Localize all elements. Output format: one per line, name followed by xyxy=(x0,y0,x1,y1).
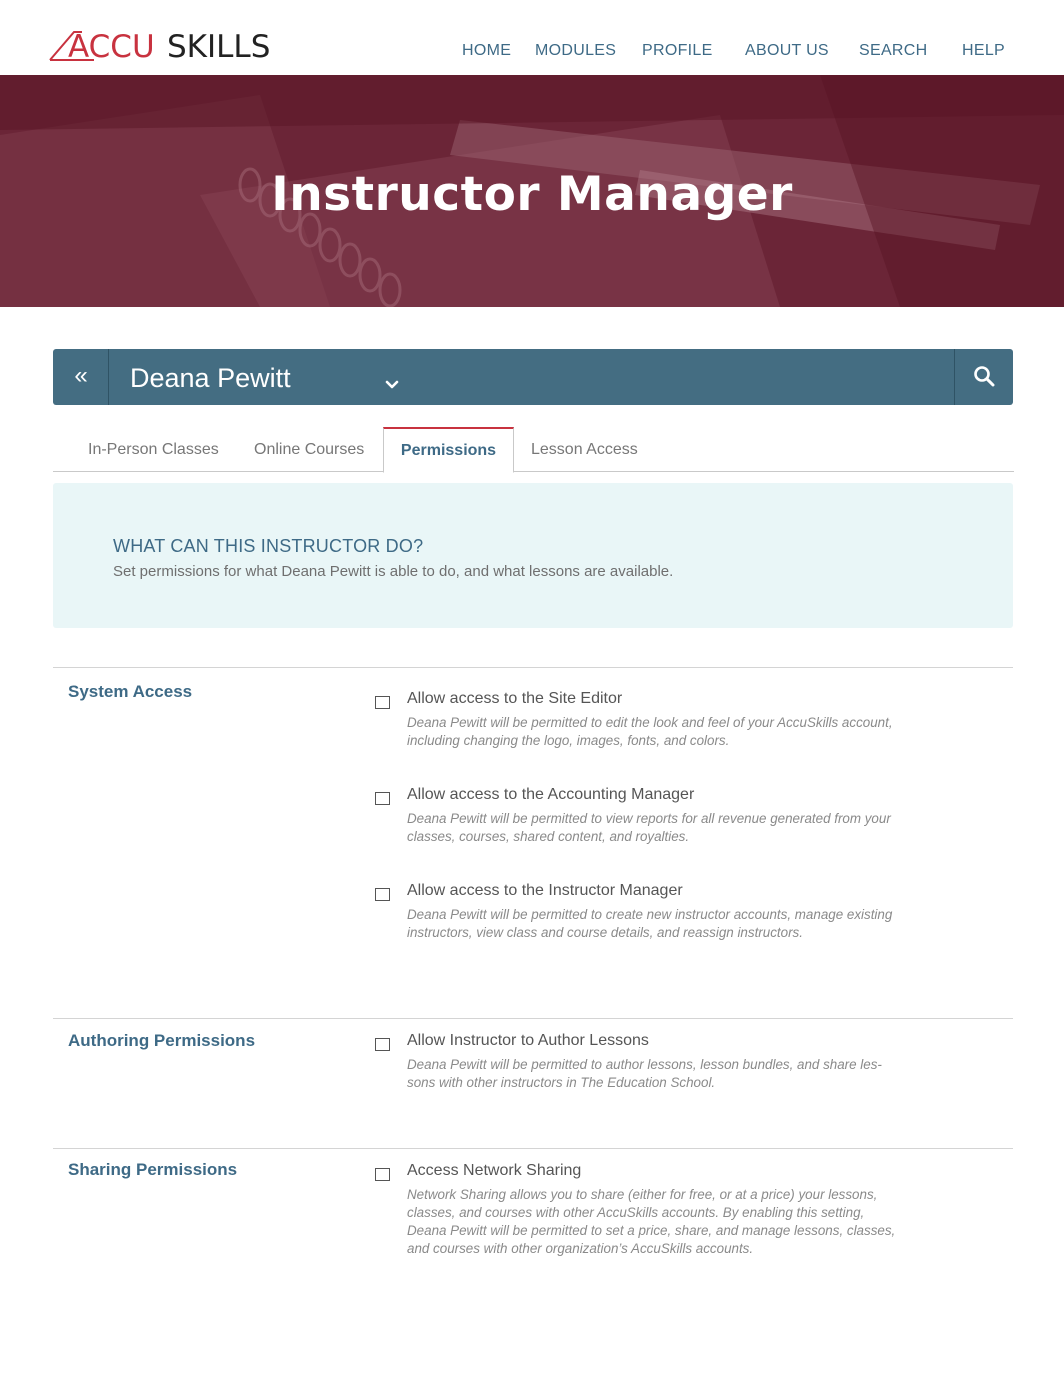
permission-description-line: and courses with other organization’s AccuSkills accounts. xyxy=(407,1241,754,1256)
permission-label: Allow Instructor to Author Lessons xyxy=(407,1032,649,1049)
permission-label: Allow access to the Instructor Manager xyxy=(407,882,683,899)
permission-label: Allow access to the Site Editor xyxy=(407,690,623,707)
back-button[interactable] xyxy=(53,349,109,405)
permission-network-sharing xyxy=(375,1162,935,1272)
permission-description xyxy=(407,714,927,750)
permission-description-line: Deana Pewitt will be permitted to set a price, share, and manage lessons, classes, xyxy=(407,1223,896,1238)
instructor-bar xyxy=(53,349,1013,405)
hero-banner xyxy=(0,75,1064,307)
permission-description-line: Deana Pewitt will be permitted to author lessons, lesson bundles, and share les- xyxy=(407,1057,882,1072)
search-button[interactable] xyxy=(954,349,1013,405)
instructor-manager-checkbox[interactable] xyxy=(375,888,390,901)
permission-description-line: including changing the logo, images, fonts, and colors. xyxy=(407,733,730,748)
info-panel xyxy=(53,483,1013,628)
accounting-manager-checkbox[interactable] xyxy=(375,792,390,805)
logo-accu-text: ACCU xyxy=(68,29,155,64)
tab-bar xyxy=(53,427,1014,472)
permission-description-line: sons with other instructors in The Education School. xyxy=(407,1075,716,1090)
permission-label: Allow access to the Accounting Manager xyxy=(407,786,695,803)
section-title: Authoring Permissions xyxy=(68,1031,256,1050)
permission-description-line: classes, and courses with other AccuSkills accounts. By enabling this setting, xyxy=(407,1205,865,1220)
network-sharing-checkbox[interactable] xyxy=(375,1168,390,1181)
section-system-access xyxy=(53,667,1013,1018)
author-lessons-checkbox[interactable] xyxy=(375,1038,390,1051)
permission-description xyxy=(407,810,927,846)
section-title: System Access xyxy=(68,682,193,701)
permission-description-line: Deana Pewitt will be permitted to view reports for all revenue generated from your xyxy=(407,811,891,826)
permission-instructor-manager xyxy=(375,882,935,952)
permission-description xyxy=(407,1056,927,1092)
permission-label: Access Network Sharing xyxy=(407,1162,582,1179)
nav-modules[interactable]: MODULES xyxy=(535,42,617,59)
info-subtitle: Set permissions for what Deana Pewitt is able to do, and what lessons are available. xyxy=(113,563,674,580)
permission-description-line: Network Sharing allows you to share (either for free, or at a price) your lessons, xyxy=(407,1187,878,1202)
main-nav xyxy=(0,42,1064,62)
permission-description-line: classes, courses, shared content, and royalties. xyxy=(407,829,690,844)
permission-description-line: instructors, view class and course details, and reassign instructors. xyxy=(407,925,803,940)
permission-description xyxy=(407,906,927,942)
permission-site-editor xyxy=(375,690,935,760)
instructor-dropdown[interactable] xyxy=(130,363,291,393)
nav-help[interactable]: HELP xyxy=(962,42,1005,59)
nav-home[interactable]: HOME xyxy=(462,42,512,59)
tab-in-person-classes[interactable]: In-Person Classes xyxy=(88,441,219,458)
double-chevron-left-icon: « xyxy=(74,362,88,389)
permission-author-lessons xyxy=(375,1032,935,1102)
tab-lesson-access[interactable]: Lesson Access xyxy=(531,441,638,458)
section-authoring-permissions xyxy=(53,1018,1013,1148)
tab-permissions[interactable]: Permissions xyxy=(383,427,514,473)
chevron-down-icon xyxy=(384,377,400,393)
logo-skills-text: SKILLS xyxy=(167,29,271,64)
top-navbar xyxy=(0,0,1064,75)
tab-online-courses[interactable]: Online Courses xyxy=(254,441,365,458)
permission-description xyxy=(407,1186,927,1258)
site-editor-checkbox[interactable] xyxy=(375,696,390,709)
info-title: WHAT CAN THIS INSTRUCTOR DO? xyxy=(113,536,424,556)
section-sharing-permissions xyxy=(53,1148,1013,1328)
section-title: Sharing Permissions xyxy=(68,1160,238,1179)
nav-search[interactable]: SEARCH xyxy=(859,42,928,59)
nav-profile[interactable]: PROFILE xyxy=(642,42,713,59)
magnifier-icon xyxy=(973,365,995,387)
selected-instructor-name: Deana Pewitt xyxy=(130,363,291,393)
page-title: Instructor Manager xyxy=(271,167,793,222)
permission-description-line: Deana Pewitt will be permitted to edit the look and feel of your AccuSkills account, xyxy=(407,715,893,730)
nav-about-us[interactable]: ABOUT US xyxy=(745,42,829,59)
permission-accounting-manager xyxy=(375,786,935,856)
permission-description-line: Deana Pewitt will be permitted to create new instructor accounts, manage existing xyxy=(407,907,893,922)
